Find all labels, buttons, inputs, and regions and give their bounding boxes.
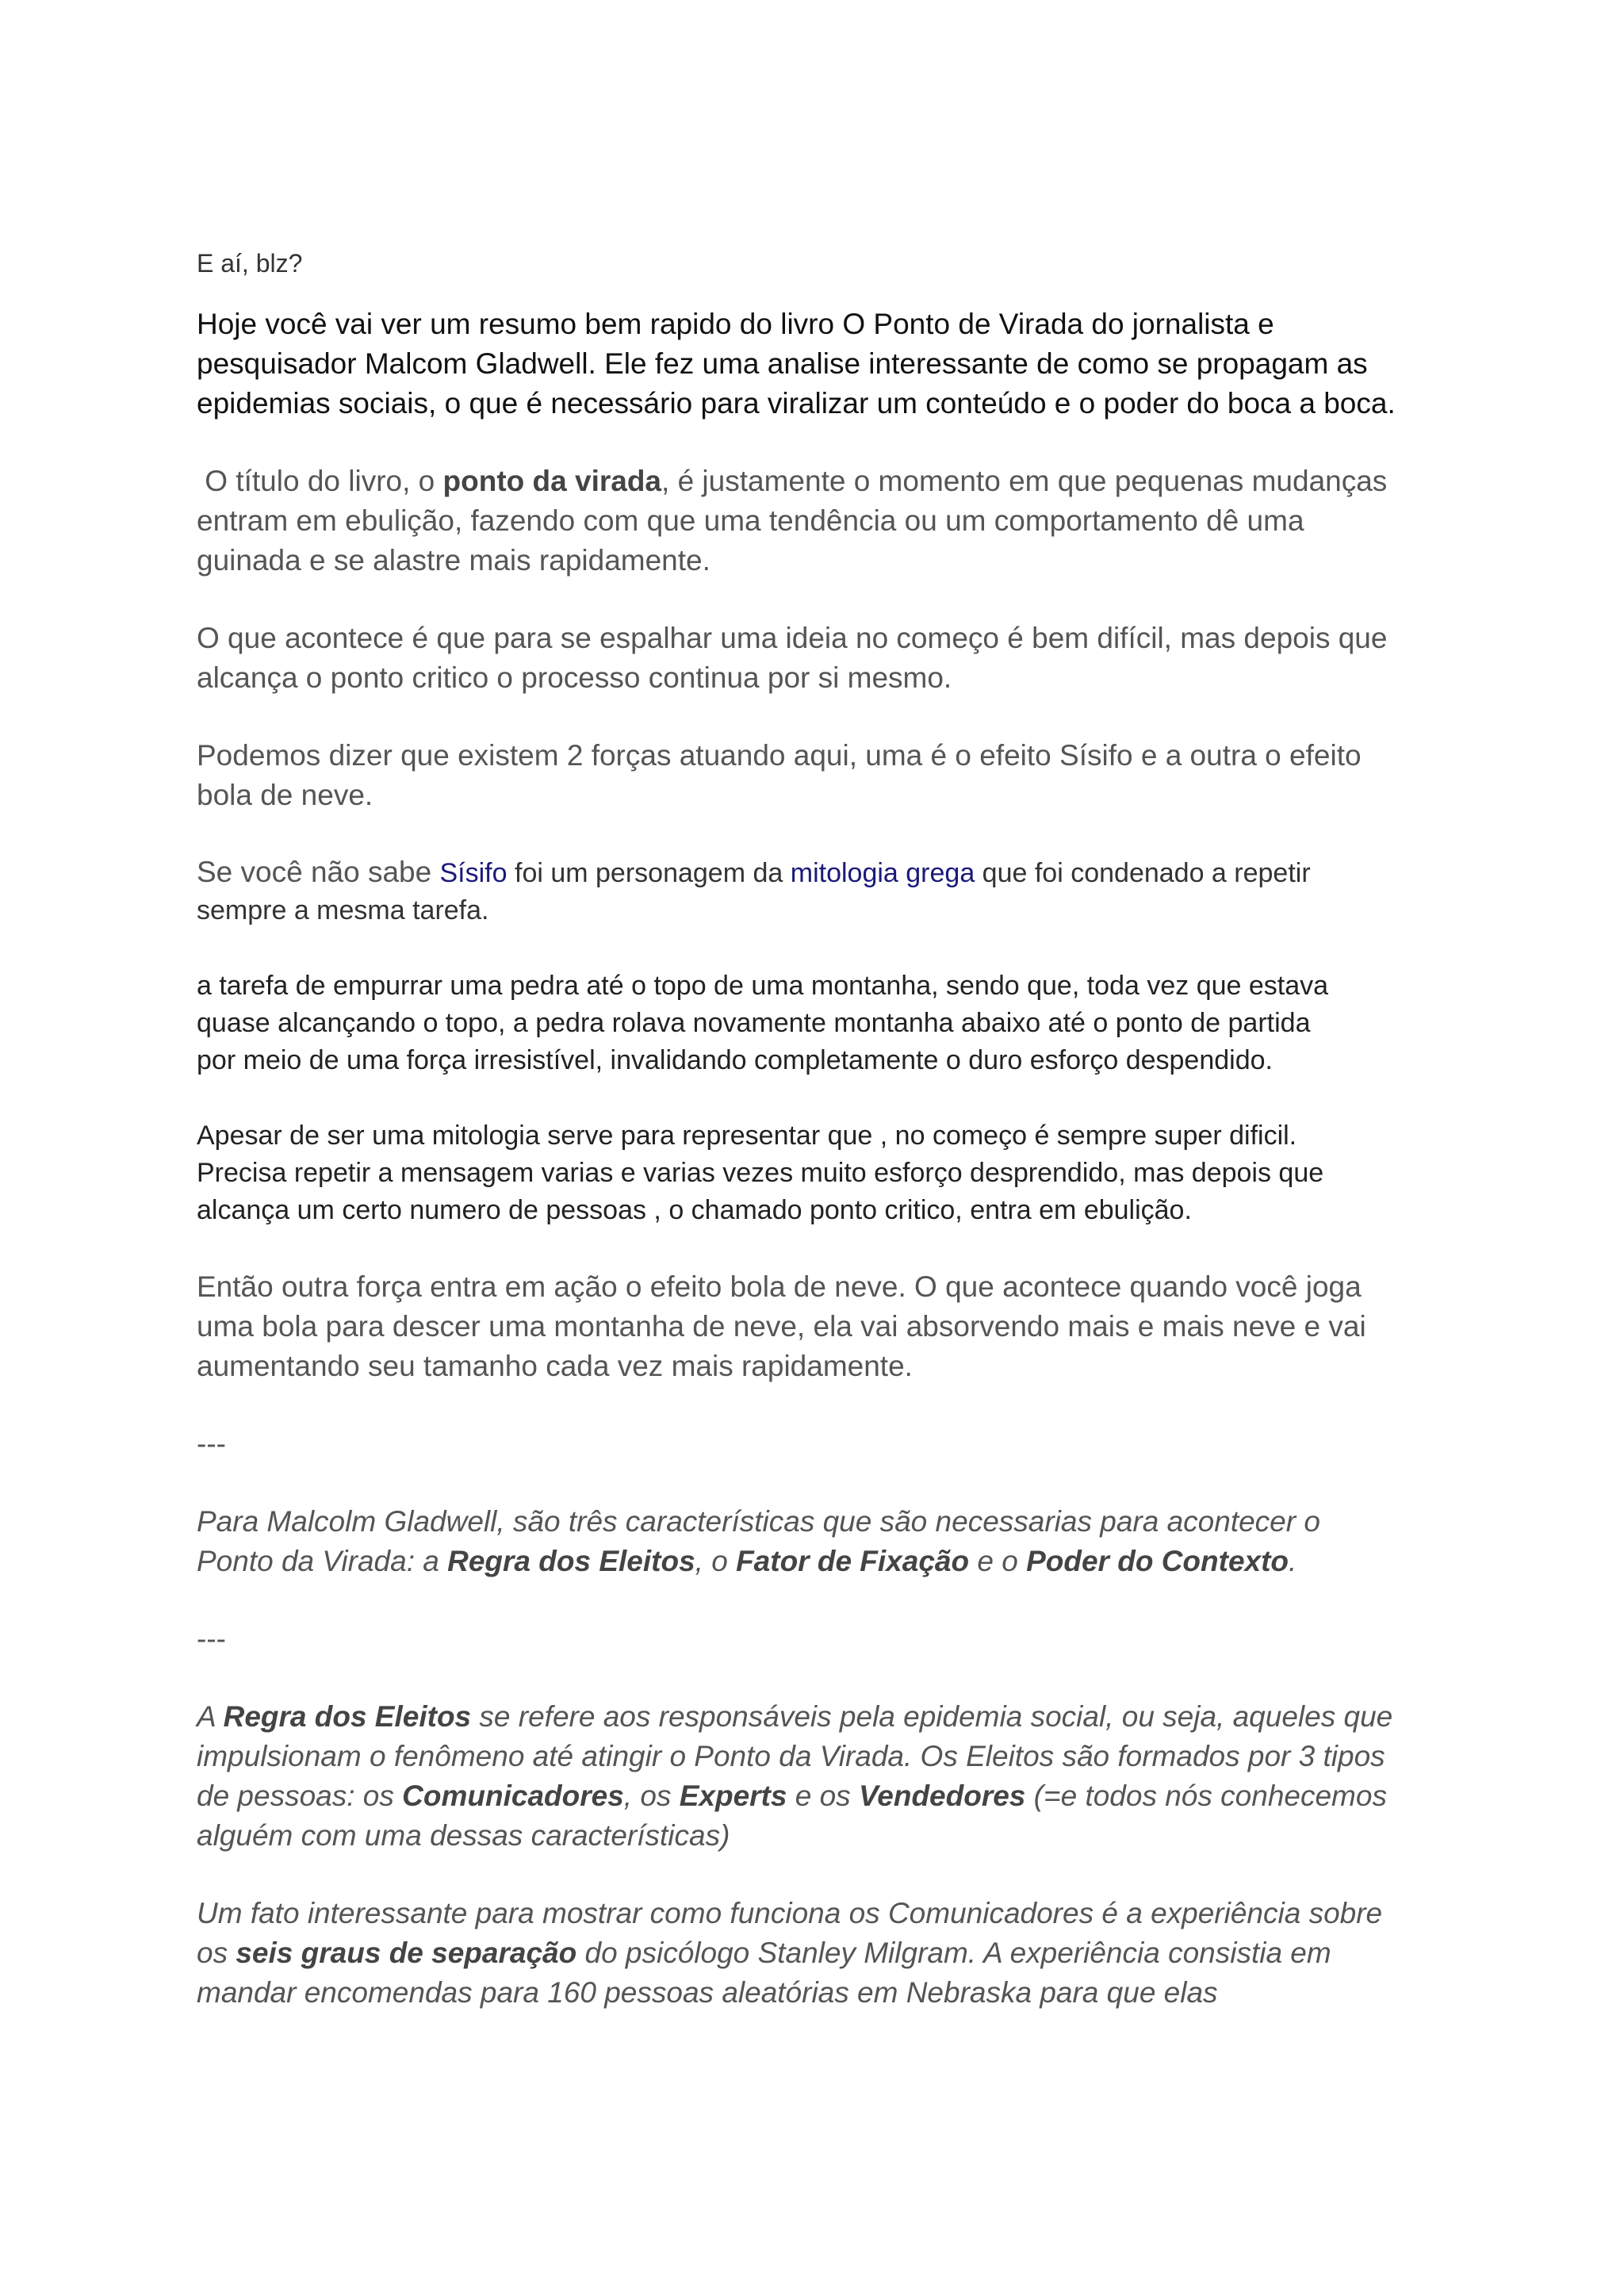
text-line: alcança um certo numero de pessoas , o chamado ponto critico, entra em ebulição. [197,1195,1192,1225]
text-line: sempre a mesma tarefa. [197,895,489,925]
text-line: O que acontece é que para se espalhar uma ideia no começo é bem difícil, mas depois que [197,622,1388,654]
bold-term: Experts [679,1780,787,1812]
text-line [197,1933,1434,1973]
text-line: Hoje você vai ver um resumo bem rapido do livro O Ponto de Virada do jornalista e [197,308,1274,340]
text-line: Para Malcolm Gladwell, são três características que são necessarias para acontecer o [197,1505,1320,1538]
text-run: , os [623,1780,680,1812]
forces-paragraph [197,736,1434,815]
text-line: a tarefa de empurrar uma pedra até o topo de uma montanha, sendo que, toda vez que estava [197,971,1329,1001]
text-line: epidemias sociais, o que é necessário para viralizar um conteúdo e o poder do boca a boca. [197,387,1396,420]
text-run: e os [787,1780,859,1812]
bold-term: Fator de Fixação [736,1545,970,1577]
bold-term: Poder do Contexto [1026,1545,1289,1577]
text-line: aumentando seu tamanho cada vez mais rapidamente. [197,1350,913,1382]
mitologia-grega-link[interactable]: mitologia grega [790,858,975,888]
sisifo-link[interactable]: Sísifo [439,858,508,888]
spread-paragraph [197,619,1434,698]
bold-term: Vendedores [858,1780,1026,1812]
text-line: uma bola para descer uma montanha de neve, ela vai absorvendo mais e mais neve e vai [197,1310,1366,1343]
bold-term: ponto da virada [442,465,662,497]
text-line: Precisa repetir a mensagem varias e varias vezes muito esforço desprendido, mas depois que [197,1158,1324,1188]
document-body [197,246,1434,2051]
text-run: foi um personagem da [507,858,791,888]
sisyphus-paragraph [197,853,1434,929]
text-run: os [197,1937,236,1969]
text-run: . [1289,1545,1297,1577]
bold-term: Regra dos Eleitos [223,1700,472,1733]
intro-paragraph [197,305,1434,423]
text-line: impulsionam o fenômeno até atingir o Ponto da Virada. Os Eleitos são formados por 3 tipos [197,1740,1385,1772]
task-paragraph [197,967,1434,1079]
text-line: Um fato interessante para mostrar como funciona os Comunicadores é a experiência sobre [197,1897,1383,1929]
snowball-paragraph [197,1267,1434,1386]
text-run: que foi condenado a repetir [975,858,1311,888]
six-degrees-paragraph [197,1894,1434,2013]
text-line: mandar encomendas para 160 pessoas aleatórias em Nebraska para que elas [197,1976,1218,2009]
text-line: quase alcançando o topo, a pedra rolava novamente montanha abaixo até o ponto de partida [197,1008,1311,1038]
text-run: , o [695,1545,737,1577]
bold-term: seis graus de separação [236,1937,577,1969]
bold-term: Regra dos Eleitos [447,1545,695,1577]
text-line [197,1776,1434,1816]
text-run: (=e todos nós conhecemos [1025,1780,1387,1812]
greeting: E aí, blz? [197,249,303,278]
title-meaning-paragraph [197,462,1434,580]
text-run: de pessoas: os [197,1780,403,1812]
text-run: , é justamente o momento em que pequenas mudanças [661,465,1388,497]
text-run: do psicólogo Stanley Milgram. A experiência consistia em [576,1937,1331,1969]
text-line: entram em ebulição, fazendo com que uma tendência ou um comportamento dê uma [197,504,1304,537]
text-line: alguém com uma dessas características) [197,1819,730,1852]
text-line [197,1542,1434,1581]
text-line: Então outra força entra em ação o efeito bola de neve. O que acontece quando você joga [197,1270,1362,1303]
text-line: alcança o ponto critico o processo continua por si mesmo. [197,661,952,694]
three-characteristics-paragraph [197,1502,1434,1581]
text-run: A [197,1700,224,1733]
mythology-paragraph [197,1117,1434,1229]
text-run: se refere aos responsáveis pela epidemia social, ou seja, aqueles que [471,1700,1393,1733]
section-separator: --- [197,1427,226,1460]
text-line [197,462,1434,501]
text-run: e o [969,1545,1027,1577]
text-line: Podemos dizer que existem 2 forças atuando aqui, uma é o efeito Sísifo e a outra o efeito [197,739,1362,772]
text-run: Se você não sabe [197,856,440,888]
text-line: Apesar de ser uma mitologia serve para representar que , no começo é sempre super dificil. [197,1121,1297,1151]
rule-of-few-paragraph [197,1697,1434,1856]
text-line [197,853,1434,892]
section-separator: --- [197,1623,226,1655]
text-line [197,1697,1434,1737]
bold-term: Comunicadores [402,1780,624,1812]
text-line: pesquisador Malcom Gladwell. Ele fez uma analise interessante de como se propagam as [197,347,1368,380]
text-line: guinada e se alastre mais rapidamente. [197,544,710,577]
text-run: O título do livro, o [197,465,443,497]
text-run: Ponto da Virada: a [197,1545,448,1577]
text-line: bola de neve. [197,779,373,811]
text-line: por meio de uma força irresistível, invalidando completamente o duro esforço despendido. [197,1045,1273,1075]
